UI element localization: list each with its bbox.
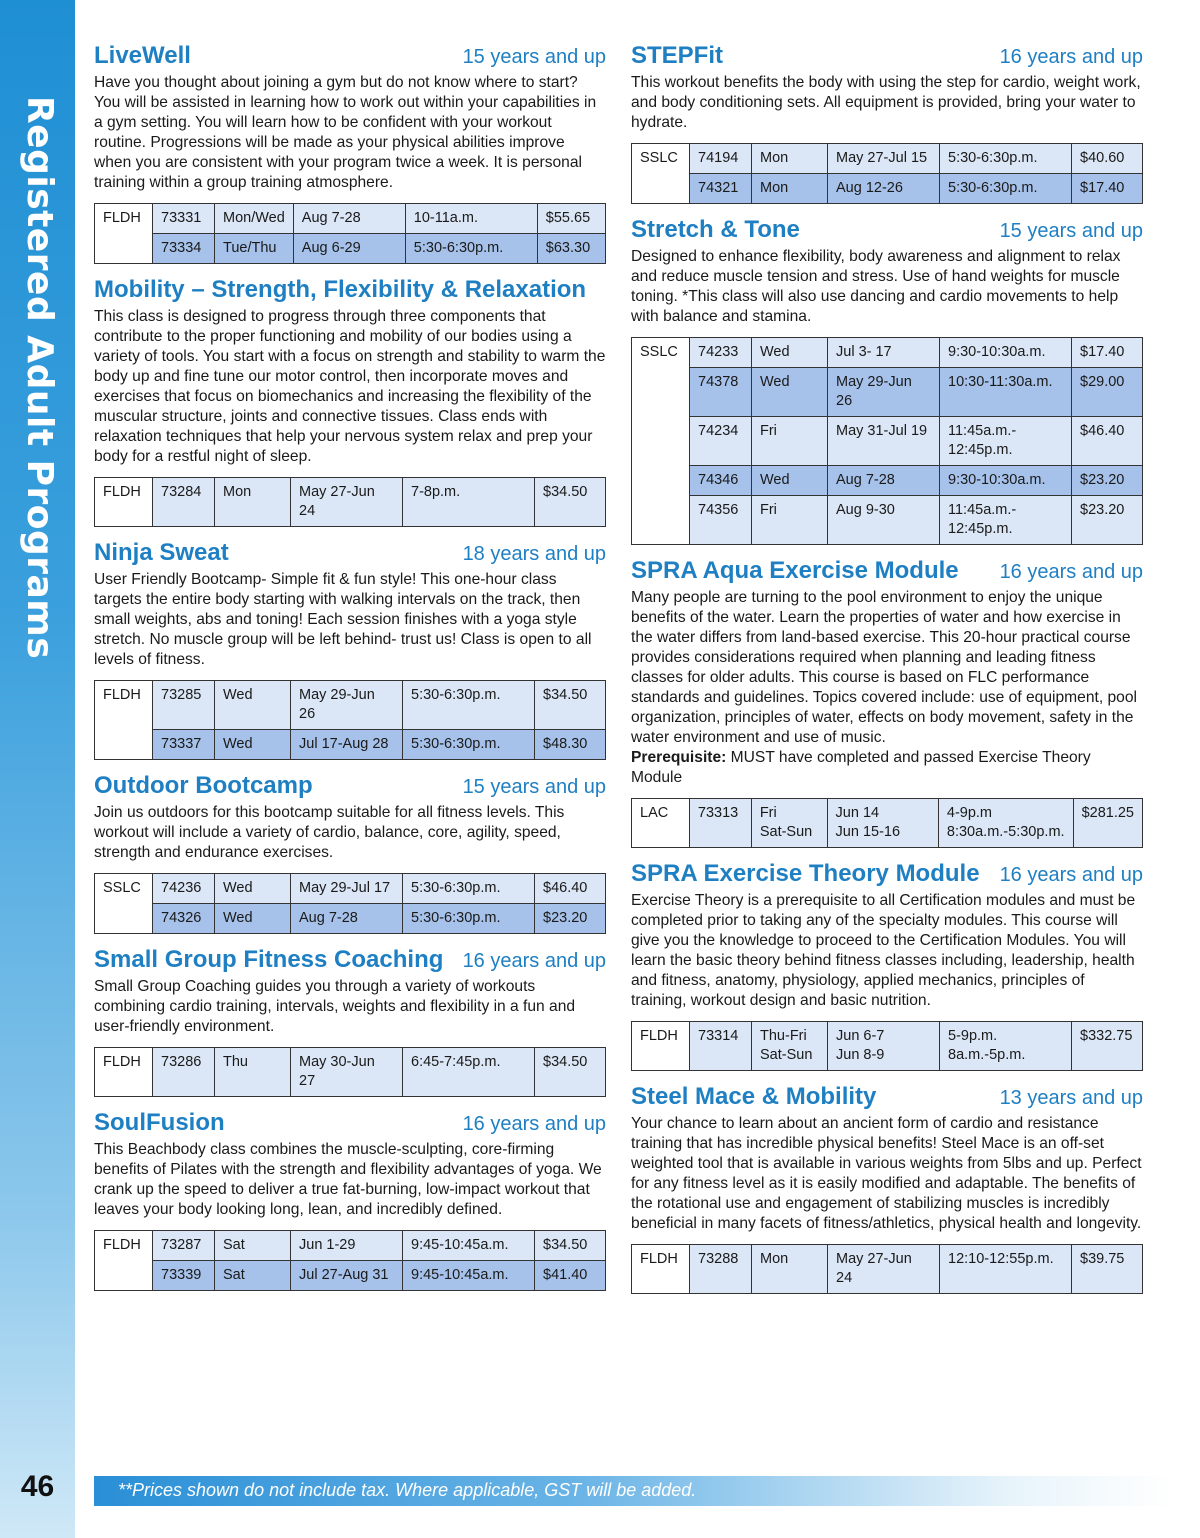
description-text: This workout benefits the body with using the step for cardio, weight work, and body conditioning sets. All equipment is provided, bring your water to hydrate. — [631, 74, 1141, 131]
age-requirement: 15 years and up — [462, 776, 606, 798]
program-title: STEPFit — [631, 42, 724, 69]
program-header — [631, 860, 1143, 888]
description-text: Small Group Coaching guides you through a variety of workouts combining cardio training, intervals, weights and flexibility in a fun and user-friendly environment. — [94, 978, 576, 1035]
course-code-cell: 73331 — [153, 204, 215, 234]
dates-cell: Aug 7-28 — [291, 904, 403, 934]
schedule-table — [94, 680, 606, 760]
program-description — [631, 73, 1143, 133]
page-number: 46 — [20, 1470, 55, 1503]
days-cell: Mon — [215, 478, 291, 527]
days-cell: Thu — [215, 1048, 291, 1097]
dates-cell: May 29-Jun 26 — [291, 681, 403, 730]
price-cell: $23.20 — [1072, 466, 1143, 496]
age-requirement: 15 years and up — [999, 220, 1143, 242]
dates-cell: Jun 1-29 — [291, 1231, 403, 1261]
price-cell: $281.25 — [1073, 799, 1142, 848]
table-row — [632, 799, 1143, 848]
table-row — [632, 338, 1143, 368]
dates-cell: Aug 7-28 — [293, 204, 405, 234]
course-code-cell: 73314 — [690, 1022, 752, 1071]
course-code-cell: 74321 — [690, 174, 752, 204]
program-description — [631, 1114, 1143, 1234]
program-title: Ninja Sweat — [94, 539, 229, 566]
age-requirement: 16 years and up — [462, 1113, 606, 1135]
course-code-cell: 74378 — [690, 368, 752, 417]
age-requirement: 15 years and up — [462, 46, 606, 68]
price-cell: $23.20 — [1072, 496, 1143, 545]
location-cell: FLDH — [95, 478, 153, 527]
course-code-cell: 74326 — [153, 904, 215, 934]
location-cell: FLDH — [95, 1231, 153, 1291]
course-code-cell: 74233 — [690, 338, 752, 368]
location-cell: FLDH — [632, 1022, 690, 1071]
price-cell: $34.50 — [535, 681, 606, 730]
program-description — [631, 247, 1143, 327]
age-requirement: 18 years and up — [462, 543, 606, 565]
program-section — [94, 276, 606, 527]
program-title: Small Group Fitness Coaching — [94, 946, 444, 973]
table-row — [632, 417, 1143, 466]
days-cell: Mon/Wed — [215, 204, 294, 234]
program-description — [94, 570, 606, 670]
table-row — [95, 874, 606, 904]
price-cell: $34.50 — [535, 1048, 606, 1097]
program-header — [94, 772, 606, 800]
time-cell: 4-9p.m 8:30a.m.-5:30p.m. — [938, 799, 1073, 848]
program-header — [631, 1083, 1143, 1111]
program-title: SoulFusion — [94, 1109, 225, 1136]
table-row — [632, 496, 1143, 545]
time-cell: 6:45-7:45p.m. — [403, 1048, 535, 1097]
days-cell: Mon — [752, 1245, 828, 1294]
time-cell: 5-9p.m. 8a.m.-5p.m. — [940, 1022, 1072, 1071]
program-section — [94, 539, 606, 760]
course-code-cell: 74346 — [690, 466, 752, 496]
age-requirement: 16 years and up — [999, 46, 1143, 68]
table-row — [95, 904, 606, 934]
table-row — [95, 478, 606, 527]
table-row — [632, 1245, 1143, 1294]
location-cell: FLDH — [632, 1245, 690, 1294]
table-row — [95, 681, 606, 730]
table-row — [632, 466, 1143, 496]
prerequisite-label: Prerequisite: — [631, 749, 727, 766]
price-cell: $17.40 — [1072, 338, 1143, 368]
course-code-cell: 74234 — [690, 417, 752, 466]
dates-cell: Aug 7-28 — [828, 466, 940, 496]
table-row — [632, 1022, 1143, 1071]
schedule-table — [94, 203, 606, 264]
course-code-cell: 74356 — [690, 496, 752, 545]
course-code-cell: 73337 — [153, 730, 215, 760]
description-text: User Friendly Bootcamp- Simple fit & fun style! This one-hour class targets the entire body starting with walking intervals on the track, then small weights, abs and toning! Each session finishes with a yoga style stretch. No muscle group will be left behind- trust us! Class is open to all levels of fitness. — [94, 571, 592, 668]
dates-cell: May 29-Jul 17 — [291, 874, 403, 904]
schedule-table — [631, 337, 1143, 545]
price-cell: $34.50 — [535, 1231, 606, 1261]
time-cell: 5:30-6:30p.m. — [403, 904, 535, 934]
course-code-cell: 74194 — [690, 144, 752, 174]
days-cell: Fri — [752, 496, 828, 545]
time-cell: 10-11a.m. — [405, 204, 537, 234]
table-row — [95, 204, 606, 234]
schedule-table — [94, 1230, 606, 1291]
time-cell: 9:30-10:30a.m. — [940, 466, 1072, 496]
program-section — [631, 1083, 1143, 1294]
location-cell: SSLC — [95, 874, 153, 934]
program-title: SPRA Aqua Exercise Module — [631, 557, 959, 584]
description-text: Exercise Theory is a prerequisite to all Certification modules and must be completed prior to taking any of the specialty modules. This course will give you the knowledge to proceed to the Certification Modules. You will learn the basic theory behind fitness classes including, leadership, health and fitness, anatomy, physiology, applied mechanics, principles of training, workout design and basic nutrition. — [631, 892, 1136, 1009]
program-description — [94, 1140, 606, 1220]
description-text: Many people are turning to the pool environment to enjoy the unique benefits of the water. Learn the properties of water and how exercise in the water differs from land-based exercise. This 20-hour practical course provides considerations required when planning and leading fitness classes for older adults. This course is based on FLC performance standards and guidelines. Topics covered include: use of equipment, pool organization, principles of water, effects on body movement, safety in the water environment and use of music. — [631, 589, 1137, 746]
program-header — [94, 276, 606, 304]
program-description — [94, 307, 606, 467]
days-cell: Wed — [215, 874, 291, 904]
program-description — [94, 73, 606, 193]
price-cell: $29.00 — [1072, 368, 1143, 417]
program-header — [631, 216, 1143, 244]
program-title: Mobility – Strength, Flexibility & Relaxation — [94, 276, 587, 303]
price-cell: $46.40 — [1072, 417, 1143, 466]
price-cell: $17.40 — [1072, 174, 1143, 204]
sidebar — [0, 0, 75, 1538]
location-cell: FLDH — [95, 1048, 153, 1097]
location-cell: SSLC — [632, 144, 690, 204]
price-cell: $34.50 — [535, 478, 606, 527]
days-cell: Tue/Thu — [215, 234, 294, 264]
days-cell: Thu-Fri Sat-Sun — [752, 1022, 828, 1071]
program-section — [631, 42, 1143, 204]
program-title: Stretch & Tone — [631, 216, 800, 243]
days-cell: Mon — [752, 174, 828, 204]
days-cell: Sat — [215, 1261, 291, 1291]
sidebar-title-wrap — [0, 0, 75, 660]
schedule-table — [631, 1244, 1143, 1294]
dates-cell: Jul 3- 17 — [828, 338, 940, 368]
prerequisite-text: MUST have completed and passed Exercise Theory Module — [631, 749, 1091, 786]
time-cell: 5:30-6:30p.m. — [403, 681, 535, 730]
left-column — [94, 42, 606, 1303]
program-section — [94, 772, 606, 934]
days-cell: Wed — [752, 368, 828, 417]
program-title: Steel Mace & Mobility — [631, 1083, 877, 1110]
dates-cell: Aug 9-30 — [828, 496, 940, 545]
dates-cell: Jul 27-Aug 31 — [291, 1261, 403, 1291]
dates-cell: Jul 17-Aug 28 — [291, 730, 403, 760]
program-description — [631, 891, 1143, 1011]
schedule-table — [631, 798, 1143, 848]
schedule-table — [631, 143, 1143, 204]
price-cell: $39.75 — [1072, 1245, 1143, 1294]
schedule-table — [631, 1021, 1143, 1071]
course-code-cell: 73287 — [153, 1231, 215, 1261]
time-cell: 9:30-10:30a.m. — [940, 338, 1072, 368]
footer-bar — [94, 1476, 1174, 1506]
description-text: Join us outdoors for this bootcamp suitable for all fitness levels. This workout will include a variety of cardio, balance, core, agility, speed, strength and endurance exercises. — [94, 804, 565, 861]
course-code-cell: 73284 — [153, 478, 215, 527]
time-cell: 5:30-6:30p.m. — [403, 730, 535, 760]
program-header — [631, 557, 1143, 585]
age-requirement: 13 years and up — [999, 1087, 1143, 1109]
days-cell: Wed — [215, 904, 291, 934]
program-description — [631, 588, 1143, 788]
schedule-table — [94, 477, 606, 527]
location-cell: FLDH — [95, 681, 153, 760]
price-cell: $63.30 — [537, 234, 605, 264]
time-cell: 11:45a.m.- 12:45p.m. — [940, 496, 1072, 545]
price-cell: $48.30 — [535, 730, 606, 760]
dates-cell: May 29-Jun 26 — [828, 368, 940, 417]
price-cell: $46.40 — [535, 874, 606, 904]
course-code-cell: 73334 — [153, 234, 215, 264]
price-cell: $55.65 — [537, 204, 605, 234]
dates-cell: May 31-Jul 19 — [828, 417, 940, 466]
program-title: LiveWell — [94, 42, 191, 69]
program-title: SPRA Exercise Theory Module — [631, 860, 980, 887]
table-row — [95, 234, 606, 264]
course-code-cell: 73286 — [153, 1048, 215, 1097]
dates-cell: Aug 6-29 — [293, 234, 405, 264]
time-cell: 5:30-6:30p.m. — [940, 174, 1072, 204]
price-cell: $23.20 — [535, 904, 606, 934]
schedule-table — [94, 873, 606, 934]
description-text: Have you thought about joining a gym but do not know where to start? You will be assisted in learning how to work out within your capabilities in a gym setting. You will learn how to be confident with your workout routine. Progressions will be made as your physical abilities improve when you are consistent with your program twice a week. It is personal training within a group training atmosphere. — [94, 74, 597, 191]
program-section — [94, 946, 606, 1097]
schedule-table — [94, 1047, 606, 1097]
program-section — [631, 216, 1143, 545]
dates-cell: Aug 12-26 — [828, 174, 940, 204]
course-code-cell: 73339 — [153, 1261, 215, 1291]
table-row — [632, 144, 1143, 174]
age-requirement: 16 years and up — [462, 950, 606, 972]
time-cell: 9:45-10:45a.m. — [403, 1261, 535, 1291]
program-header — [631, 42, 1143, 70]
age-requirement: 16 years and up — [999, 864, 1143, 886]
price-cell: $41.40 — [535, 1261, 606, 1291]
program-description — [94, 977, 606, 1037]
course-code-cell: 73288 — [690, 1245, 752, 1294]
description-text: This Beachbody class combines the muscle-sculpting, core-firming benefits of Pilates with the strength and flexibility advantages of yoga. We crank up the speed to deliver a true fat-burning, low-impact workout that leaves your body looking long, lean, and incredibly defined. — [94, 1141, 602, 1218]
course-code-cell: 73313 — [689, 799, 751, 848]
course-code-cell: 73285 — [153, 681, 215, 730]
price-cell: $332.75 — [1072, 1022, 1143, 1071]
days-cell: Wed — [752, 466, 828, 496]
days-cell: Mon — [752, 144, 828, 174]
program-section — [631, 557, 1143, 848]
days-cell: Fri — [752, 417, 828, 466]
dates-cell: Jun 14 Jun 15-16 — [827, 799, 938, 848]
time-cell: 11:45a.m.- 12:45p.m. — [940, 417, 1072, 466]
time-cell: 5:30-6:30p.m. — [403, 874, 535, 904]
location-cell: LAC — [632, 799, 690, 848]
dates-cell: May 27-Jun 24 — [828, 1245, 940, 1294]
description-text: This class is designed to progress through three components that contribute to the proper functioning and mobility of our bodies using a variety of tools. You start with a focus on strength and stability to warm the body up and fine tune our motor control, then incorporate moves and exercises that focus on biomechanics and increasing the flexibility of the muscular structure, joints and connective tissues. Class ends with relaxation techniques that help your nervous system relax and prep your body for a restful night of sleep. — [94, 308, 606, 465]
time-cell: 9:45-10:45a.m. — [403, 1231, 535, 1261]
description-text: Designed to enhance flexibility, body awareness and alignment to relax and reduce muscle tension and stress. Use of hand weights for muscle toning. *This class will also use dancing and cardio movements to help with balance and stamina. — [631, 248, 1121, 325]
table-row — [632, 368, 1143, 417]
dates-cell: Jun 6-7 Jun 8-9 — [828, 1022, 940, 1071]
age-requirement: 16 years and up — [999, 561, 1143, 583]
program-header — [94, 946, 606, 974]
time-cell: 7-8p.m. — [403, 478, 535, 527]
days-cell: Wed — [215, 730, 291, 760]
price-cell: $40.60 — [1072, 144, 1143, 174]
program-title: Outdoor Bootcamp — [94, 772, 313, 799]
days-cell: Sat — [215, 1231, 291, 1261]
time-cell: 5:30-6:30p.m. — [940, 144, 1072, 174]
table-row — [95, 1231, 606, 1261]
program-header — [94, 42, 606, 70]
days-cell: Wed — [752, 338, 828, 368]
course-code-cell: 74236 — [153, 874, 215, 904]
program-section — [94, 1109, 606, 1291]
table-row — [95, 1261, 606, 1291]
footer-note: **Prices shown do not include tax. Where applicable, GST will be added. — [118, 1480, 697, 1500]
dates-cell: May 27-Jul 15 — [828, 144, 940, 174]
table-row — [632, 174, 1143, 204]
days-cell: Fri Sat-Sun — [751, 799, 827, 848]
program-header — [94, 539, 606, 567]
location-cell: SSLC — [632, 338, 690, 545]
table-row — [95, 1048, 606, 1097]
program-description — [94, 803, 606, 863]
dates-cell: May 27-Jun 24 — [291, 478, 403, 527]
program-section — [94, 42, 606, 264]
time-cell: 5:30-6:30p.m. — [405, 234, 537, 264]
section-title: Registered Adult Programs — [19, 96, 60, 660]
days-cell: Wed — [215, 681, 291, 730]
right-column — [631, 42, 1143, 1306]
dates-cell: May 30-Jun 27 — [291, 1048, 403, 1097]
table-row — [95, 730, 606, 760]
time-cell: 10:30-11:30a.m. — [940, 368, 1072, 417]
program-header — [94, 1109, 606, 1137]
location-cell: FLDH — [95, 204, 153, 264]
program-section — [631, 860, 1143, 1071]
description-text: Your chance to learn about an ancient form of cardio and resistance training that has incredible physical benefits! Steel Mace is an off-set weighted tool that is available in various weights from 5lbs and up. Perfect for any fitness level as it is easily modified and adaptable. The benefits of the rotational use and engagement of stabilizing muscles is incredibly beneficial in many facets of fitness/athletics, physical health and longevity. — [631, 1115, 1142, 1232]
time-cell: 12:10-12:55p.m. — [940, 1245, 1072, 1294]
